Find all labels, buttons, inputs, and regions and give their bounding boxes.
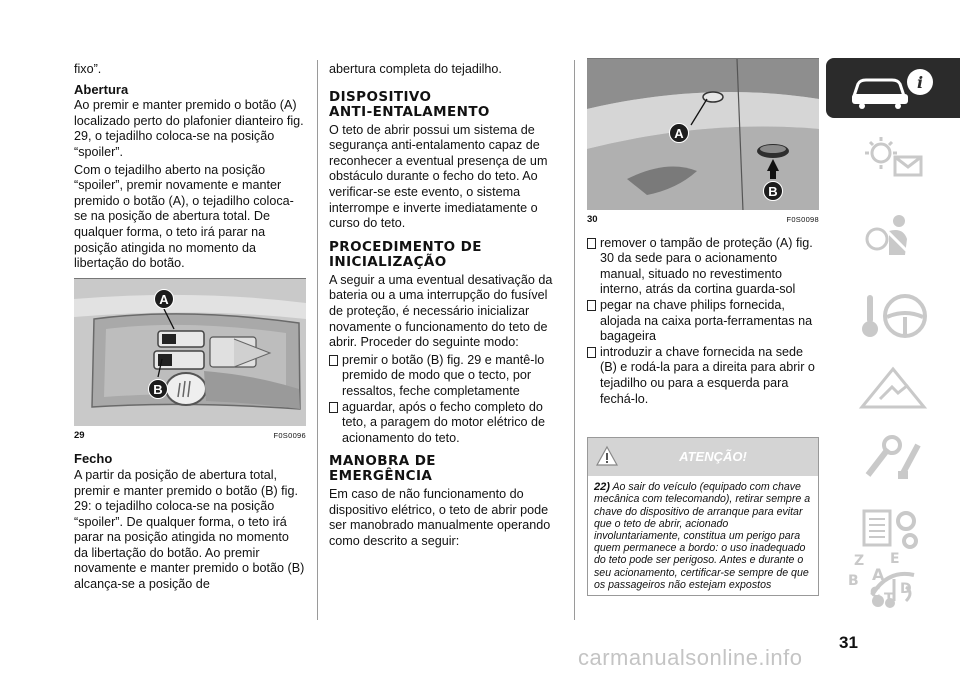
heading-anti-entalamento (329, 90, 564, 120)
figure-number: 30 (587, 214, 598, 225)
paragraph: A partir da posição de abertura total, premir e manter premido o botão (B) fig. 29: o tejadilho coloca-se na posição “spoiler”. De qualquer forma, o teto irá parar na posição atingida no momento da libertação do botão. Ao premir novamente e manter premido o botão (B) alcança-se a posição de (74, 467, 305, 592)
warning-lights-icon (853, 133, 933, 179)
tab-starting-driving[interactable] (826, 286, 960, 346)
callout-b: B (763, 181, 783, 201)
tab-emergency[interactable] (826, 358, 960, 418)
index-letter: Z (854, 553, 865, 569)
warning-header (588, 438, 818, 476)
index-letter: T (884, 591, 894, 607)
figure-29 (74, 278, 306, 426)
tab-safety[interactable] (826, 206, 960, 266)
callout-a: A (154, 289, 174, 309)
roof-lining-illustration (587, 59, 819, 210)
column-divider (317, 60, 318, 620)
svg-text:i: i (916, 73, 924, 92)
list-item (329, 400, 564, 447)
tab-lights-messages[interactable] (826, 126, 960, 186)
figure-code: F0S0096 (273, 430, 306, 440)
paragraph: Com o tejadilho aberto na posição “spoiler”, premir novamente e manter premido o botão (A), o tejadilho coloca-se na posição de abertura total. De qualquer forma, o teto irá parar na posição atingida no momento da libertação do botão. (74, 162, 294, 271)
heading-manobra-emergencia (329, 454, 564, 484)
tab-maintenance[interactable] (826, 428, 960, 488)
heading-line: PROCEDIMENTO DE (329, 238, 482, 255)
paragraph: Ao premir e manter premido o botão (A) localizado perto do plafonier dianteiro fig. 29, o tejadilho coloca-se na posição “spoiler”. (74, 98, 304, 159)
list-item-text: introduzir a chave fornecida na sede (B) e rodá-la para a direita para abrir o tejadilho ou para a esquerda para fechá-lo. (600, 344, 815, 406)
list-item (587, 236, 819, 298)
figure-caption (587, 212, 819, 228)
heading-fecho: Fecho (74, 451, 113, 467)
column-1 (74, 62, 306, 595)
index-letter: B (848, 573, 859, 589)
figure-30 (587, 58, 819, 210)
list-item-text: remover o tampão de proteção (A) fig. 30 da sede para o acionamento manual, situado no revestimento interno, atrás da cortina guarda-sol (600, 235, 813, 297)
list-item (587, 345, 819, 407)
list-item-text: pegar na chave philips fornecida, alojada na caixa porta-ferramentas na bagageira (600, 297, 813, 344)
paragraph: A seguir a uma eventual desativação da bateria ou a uma interrupção do fusível de proteção, é necessário inicializar novamente o funcionamento do teto de abrir. Proceder do seguinte modo: (329, 272, 553, 350)
index-letter: E (890, 551, 900, 567)
warning-text (588, 476, 818, 595)
heading-line: INICIALIZAÇÃO (329, 253, 447, 270)
checkbox-square-icon (329, 355, 338, 366)
checkbox-square-icon (587, 300, 596, 311)
index-letter: C (870, 585, 881, 601)
heading-abertura: Abertura (74, 81, 129, 97)
figure-code: F0S0098 (786, 215, 819, 224)
watermark: carmanualsonline.info (578, 645, 803, 670)
roof-console-illustration (74, 279, 306, 426)
heading-line: MANOBRA DE (329, 453, 436, 470)
warning-box (587, 437, 819, 596)
list-item-text: premir o botão (B) fig. 29 e mantê-lo premido de modo que o tecto, por ressaltos, feche completamente (342, 352, 545, 398)
warning-number: 22) (594, 481, 610, 494)
heading-line: ANTI-ENTALAMENTO (329, 103, 490, 120)
wrench-tools-icon (858, 435, 928, 481)
car-info-icon (848, 66, 938, 110)
key-steering-wheel-icon (853, 291, 933, 341)
checkbox-square-icon (329, 402, 338, 413)
paragraph: abertura completa do tejadilho. (329, 62, 502, 76)
warning-body-text: Ao sair do veículo (equipado com chave mecânica com telecomando), retirar sempre a chave do dispositivo de arranque para evitar que o teto de abrir, acionado involuntariamente, constitua um perigo para quem permanece a bordo: o uso inadequado do teto pode ser perigoso. Antes e durante o seu acionamento, certificar-se sempre de que os passageiros não estejam expostos (594, 481, 811, 591)
checkbox-square-icon (587, 238, 596, 249)
paragraph: Em caso de não funcionamento do dispositivo elétrico, o teto de abrir pode ser manobrado manualmente operando como descrito a seguir: (329, 487, 551, 549)
chapter-tabs (826, 58, 960, 625)
list-item (329, 353, 564, 400)
emergency-triangle-icon (858, 365, 928, 411)
warning-title: ATENÇÃO! (679, 449, 747, 465)
tab-technical-data[interactable] (826, 498, 960, 558)
callout-b: B (148, 379, 168, 399)
list-item (587, 298, 819, 345)
heading-line: EMERGÊNCIA (329, 468, 433, 485)
figure-number: 29 (74, 429, 85, 441)
index-letter: A (872, 565, 885, 584)
list-item-text: aguardar, após o fecho completo do teto, a paragem do motor elétrico de acionamento do teto. (342, 399, 546, 445)
airbag-seatbelt-icon (863, 213, 923, 259)
paragraph: fixo”. (74, 62, 102, 76)
column-divider (574, 60, 575, 620)
tab-car-info[interactable] (826, 58, 960, 118)
column-2 (329, 62, 564, 552)
technical-data-gears-icon (858, 503, 928, 553)
heading-inicializacao (329, 240, 564, 270)
page-number: 31 (839, 633, 858, 652)
figure-caption (74, 428, 306, 444)
warning-triangle-icon (596, 445, 618, 467)
callout-a: A (669, 123, 689, 143)
checkbox-square-icon (587, 347, 596, 358)
index-letter: D (900, 581, 912, 597)
paragraph: O teto de abrir possui um sistema de segurança anti-entalamento capaz de reconhecer a eventual presença de um obstáculo durante o fecho do teto. Ao verificar-se este evento, o sistema interrompe e inverte imediatamente o curso do teto. (329, 122, 548, 231)
heading-line: DISPOSITIVO (329, 88, 432, 105)
tab-alphabetical-index[interactable] (846, 553, 916, 609)
column-3 (587, 58, 819, 596)
